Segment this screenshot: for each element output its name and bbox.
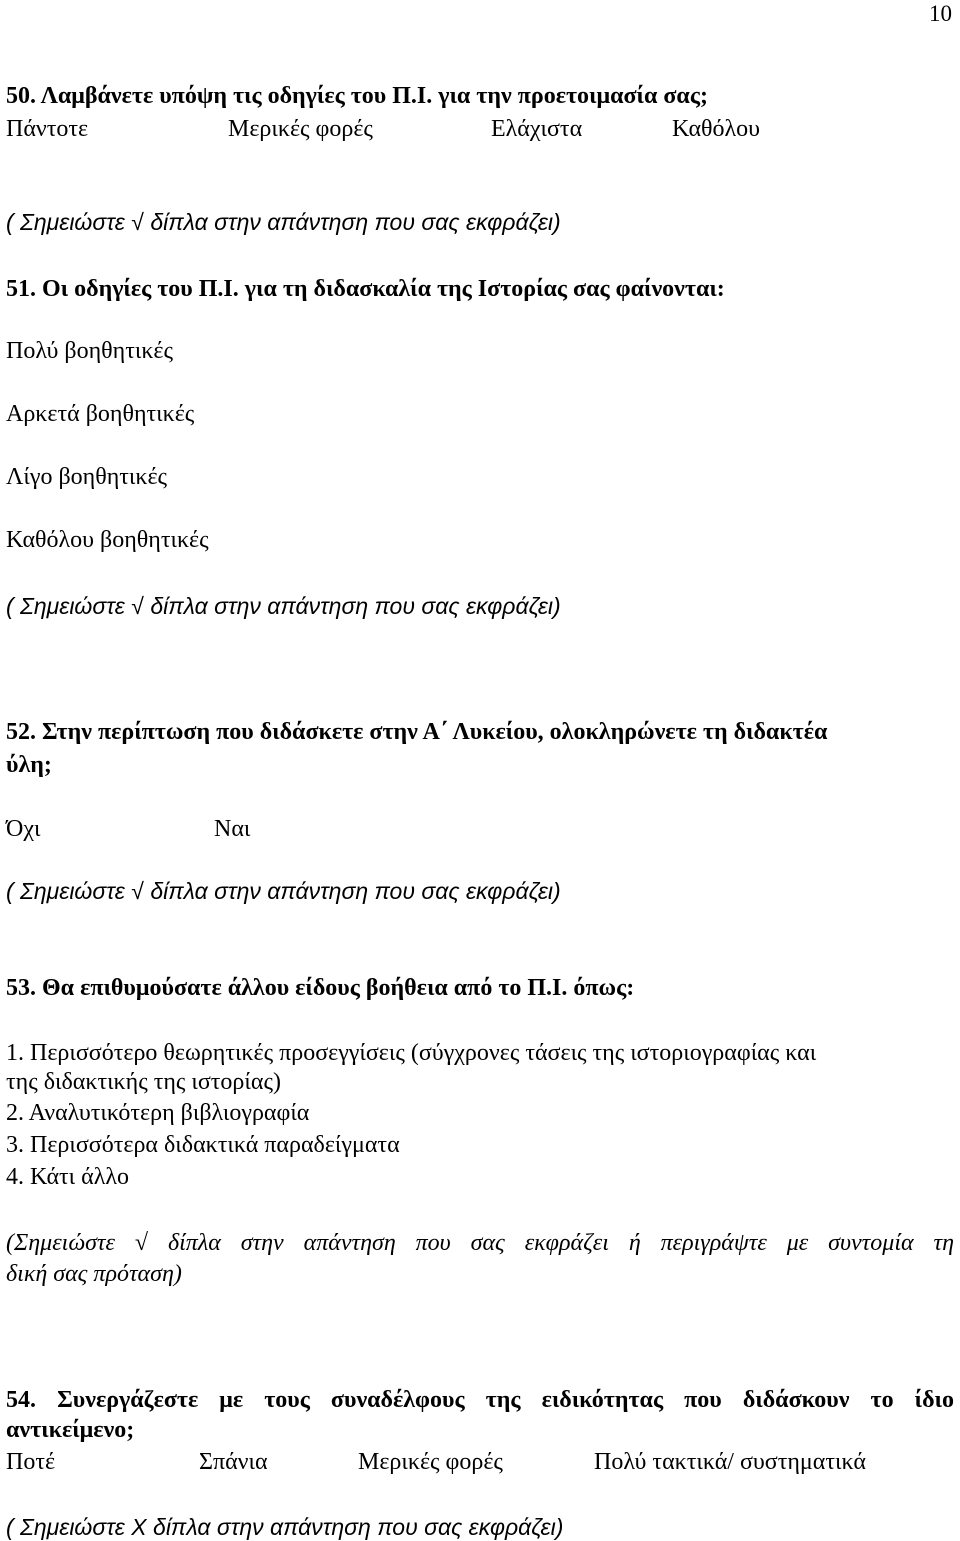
q50-option-never[interactable]: Καθόλου bbox=[672, 116, 761, 142]
q53-item-1-line2: της διδακτικής της ιστορίας) bbox=[6, 1069, 281, 1095]
q52-option-no[interactable]: Όχι bbox=[6, 816, 41, 842]
q51-option-little-helpful[interactable]: Λίγο βοηθητικές bbox=[6, 464, 168, 490]
q53-item-2[interactable]: 2. Αναλυτικότερη βιβλιογραφία bbox=[6, 1100, 310, 1126]
q54-option-regularly[interactable]: Πολύ τακτικά/ συστηματικά bbox=[594, 1449, 866, 1475]
q52-note: ( Σημειώστε √ δίπλα στην απάντηση που σας εκφράζει) bbox=[6, 878, 561, 904]
q53-item-4[interactable]: 4. Κάτι άλλο bbox=[6, 1164, 129, 1190]
q54-option-sometimes[interactable]: Μερικές φορές bbox=[358, 1449, 503, 1475]
q51-option-not-helpful[interactable]: Καθόλου βοηθητικές bbox=[6, 527, 209, 553]
q50-option-rarely[interactable]: Ελάχιστα bbox=[491, 116, 583, 142]
q51-option-quite-helpful[interactable]: Αρκετά βοηθητικές bbox=[6, 401, 195, 427]
q51-option-very-helpful[interactable]: Πολύ βοηθητικές bbox=[6, 338, 174, 364]
q54-option-never[interactable]: Ποτέ bbox=[6, 1449, 56, 1475]
q50-option-sometimes[interactable]: Μερικές φορές bbox=[228, 116, 373, 142]
question-52-line1: 52. Στην περίπτωση που διδάσκετε στην Α΄ Λυκείου, ολοκληρώνετε τη διδακτέα bbox=[6, 719, 828, 745]
question-53: 53. Θα επιθυμούσατε άλλου είδους βοήθεια από το Π.Ι. όπως: bbox=[6, 975, 635, 1001]
q53-note-line1: (Σημειώστε √ δίπλα στην απάντηση που σας εκφράζει ή περιγράψτε με συντομία τη bbox=[6, 1230, 954, 1256]
q50-note: ( Σημειώστε √ δίπλα στην απάντηση που σας εκφράζει) bbox=[6, 209, 561, 235]
q53-item-3[interactable]: 3. Περισσότερα διδακτικά παραδείγματα bbox=[6, 1132, 400, 1158]
q53-item-1-line1[interactable]: 1. Περισσότερο θεωρητικές προσεγγίσεις (σύγχρονες τάσεις της ιστοριογραφίας και bbox=[6, 1040, 817, 1066]
question-54-line1: 54. Συνεργάζεστε με τους συναδέλφους της ειδικότητας που διδάσκουν το ίδιο bbox=[6, 1387, 954, 1413]
q51-note: ( Σημειώστε √ δίπλα στην απάντηση που σας εκφράζει) bbox=[6, 593, 561, 619]
question-54-line2: αντικείμενο; bbox=[6, 1417, 135, 1443]
question-50: 50. Λαμβάνετε υπόψη τις οδηγίες του Π.Ι. για την προετοιμασία σας; bbox=[6, 83, 708, 109]
q52-option-yes[interactable]: Ναι bbox=[214, 816, 251, 842]
q54-option-rarely[interactable]: Σπάνια bbox=[199, 1449, 268, 1475]
q54-note: ( Σημειώστε Χ δίπλα στην απάντηση που σας εκφράζει) bbox=[6, 1514, 564, 1540]
question-51: 51. Οι οδηγίες του Π.Ι. για τη διδασκαλία της Ιστορίας σας φαίνονται: bbox=[6, 276, 725, 302]
page-number: 10 bbox=[929, 1, 952, 26]
q50-option-always[interactable]: Πάντοτε bbox=[6, 116, 89, 142]
question-52-line2: ύλη; bbox=[6, 752, 52, 778]
q53-note-line2: δική σας πρόταση) bbox=[6, 1261, 182, 1287]
